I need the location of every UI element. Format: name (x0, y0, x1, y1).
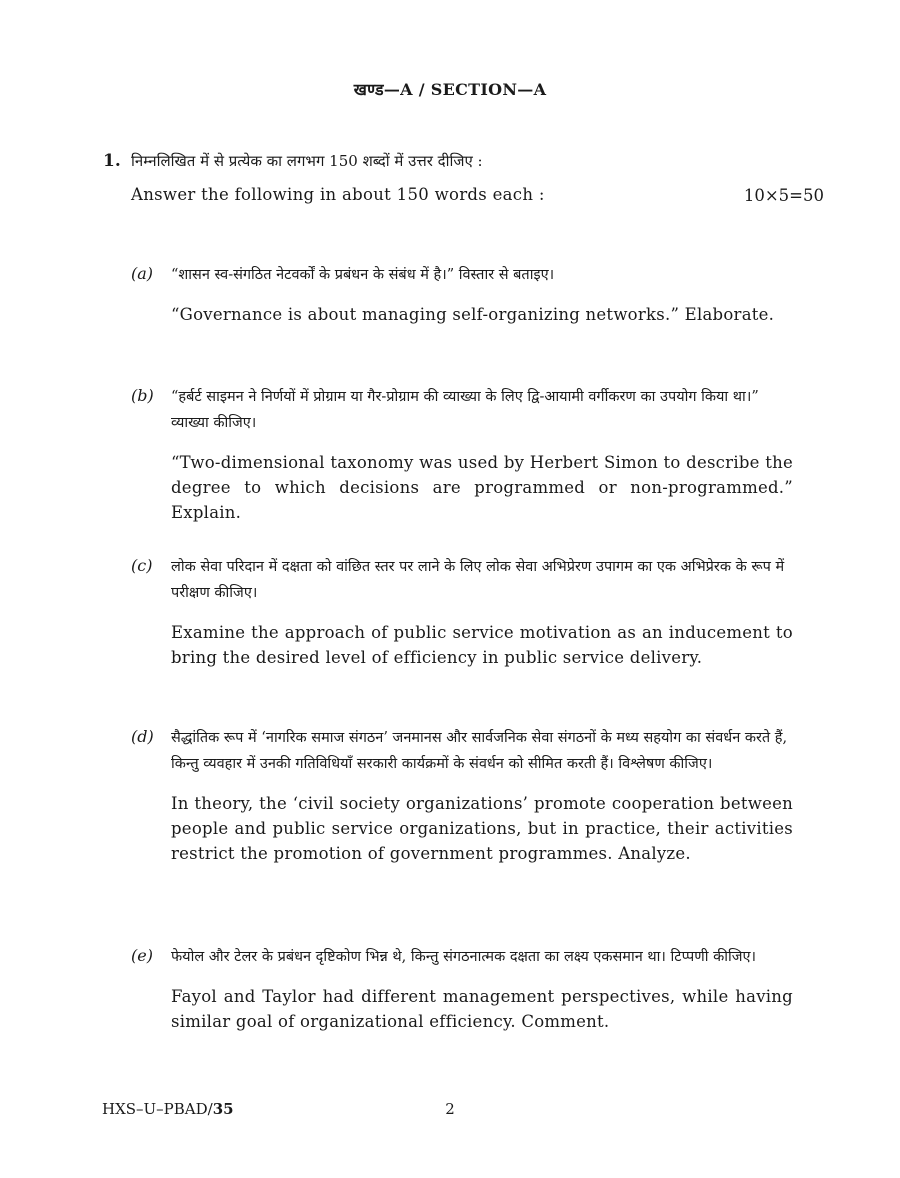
part-text-hindi: “शासन स्व-संगठित नेटवर्कों के प्रबंधन के संबंध में है।” विस्तार से बताइए। (171, 267, 555, 283)
question-part-e (131, 944, 811, 1034)
paper-code-number: 35 (212, 1100, 234, 1118)
part-text-hindi: “हर्बर्ट साइमन ने निर्णयों में प्रोग्राम या गैर-प्रोग्राम की व्याख्या के लिए द्वि-आयामी वर्गीकरण का उपयोग किया था।” व्याख्या कीजिए। (171, 389, 759, 431)
paper-code-prefix: HXS–U–PBAD/ (102, 1100, 213, 1118)
part-label: (b) (131, 386, 154, 405)
part-label: (d) (131, 727, 154, 746)
part-text-english: In theory, the ‘civil society organizations’ promote cooperation between people and public service organizations, but in practice, their activities restrict the promotion of government programmes. Analyze. (171, 794, 793, 863)
part-text-english: “Governance is about managing self-organizing networks.” Elaborate. (171, 305, 775, 324)
section-heading: खण्ड—A / SECTION—A (353, 80, 547, 99)
part-label: (c) (131, 556, 153, 575)
part-text-english: Fayol and Taylor had different management perspectives, while having similar goal of organizational efficiency. Comment. (171, 987, 793, 1031)
question-part-b (131, 384, 811, 525)
part-text-english: Examine the approach of public service motivation as an inducement to bring the desired level of efficiency in public service delivery. (171, 623, 793, 667)
question-instruction-english: Answer the following in about 150 words each : (131, 185, 545, 204)
question-number: 1. (103, 151, 121, 171)
part-label: (a) (131, 264, 154, 283)
part-label: (e) (131, 946, 153, 965)
page-number: 2 (445, 1100, 455, 1118)
question-marks: 10×5=50 (743, 186, 824, 205)
part-text-hindi: लोक सेवा परिदान में दक्षता को वांछित स्तर पर लाने के लिए लोक सेवा अभिप्रेरण उपागम का एक अभिप्रेरक के रूप में परीक्षण कीजिए। (171, 559, 785, 601)
question-part-d (131, 725, 811, 866)
question-part-c (131, 554, 811, 670)
part-text-hindi: सैद्धांतिक रूप में ‘नागरिक समाज संगठन’ जनमानस और सार्वजनिक सेवा संगठनों के मध्य सहयोग का संवर्धन करते हैं, किन्तु व्यवहार में उनकी गतिविधियाँ सरकारी कार्यक्रमों के संवर्धन को सीमित करती हैं। विश्लेषण कीजिए। (171, 730, 788, 772)
question-instruction-hindi: निम्नलिखित में से प्रत्येक का लगभग 150 शब्दों में उत्तर दीजिए : (131, 152, 483, 170)
part-text-english: “Two-dimensional taxonomy was used by Herbert Simon to describe the degree to which decisions are programmed or non-programmed.” Explain. (171, 453, 793, 522)
question-part-a (131, 262, 811, 327)
part-text-hindi: फेयोल और टेलर के प्रबंधन दृष्टिकोण भिन्न थे, किन्तु संगठनात्मक दक्षता का लक्ष्य एकसमान था। टिप्पणी कीजिए। (171, 949, 757, 965)
